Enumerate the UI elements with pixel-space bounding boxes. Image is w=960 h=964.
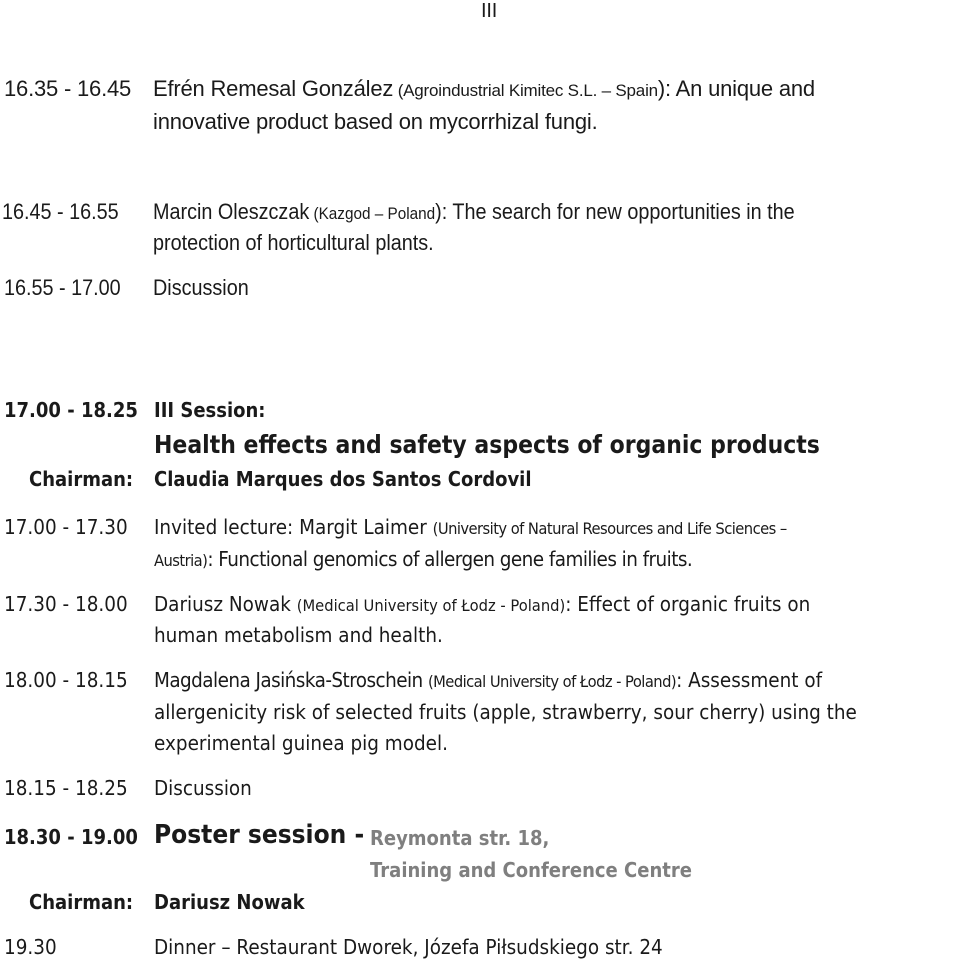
location-line-2: Training and Conference Centre — [370, 858, 692, 882]
affiliation-open: ( — [309, 204, 319, 223]
talk-line-2 — [154, 547, 692, 571]
speaker-name: Efrén Remesal González — [153, 76, 394, 101]
time-slot: 18.15 - 18.25 — [4, 776, 128, 800]
affiliation-close: ): — [435, 199, 453, 224]
talk-title-line-2: allergenicity risk of selected fruits (apple, strawberry, sour cherry) using the — [154, 700, 857, 724]
affiliation: (Medical University of Łodz - Poland) — [427, 672, 677, 691]
time-slot: 16.55 - 17.00 — [4, 275, 121, 300]
time-slot: 18.00 - 18.15 — [4, 668, 128, 692]
time-slot: 18.30 - 19.00 — [4, 825, 138, 849]
page-number: III — [481, 0, 498, 22]
talk-title-line-3: experimental guinea pig model. — [154, 731, 448, 755]
affiliation: Agroindustrial Kimitec S.L. – Spain — [403, 81, 658, 100]
location-line-1: Reymonta str. 18, — [370, 826, 550, 850]
affiliation-open: ( — [393, 81, 404, 100]
talk-title-line-2: innovative product based on mycorrhizal fungi. — [153, 109, 598, 134]
talk-line-1 — [154, 592, 810, 616]
speaker-name: Dariusz Nowak — [154, 592, 297, 616]
speaker-name: Magdalena Jasińska-Stroschein — [154, 668, 428, 692]
session-label: III Session: — [154, 398, 266, 422]
time-slot: 17.00 - 18.25 — [4, 398, 138, 422]
dinner-label: Dinner – Restaurant Dworek, Józefa Piłsudskiego str. 24 — [154, 935, 663, 959]
talk-title-line-2: human metabolism and health. — [154, 623, 443, 647]
lecture-intro: Invited lecture: Margit Laimer — [154, 515, 433, 539]
talk-title: : Assessment of — [676, 668, 823, 692]
talk-line-1 — [154, 668, 822, 692]
affiliation: (Medical University of Łodz - Poland) — [296, 596, 566, 615]
time-slot: 16.45 - 16.55 — [2, 199, 119, 224]
affiliation: (University of Natural Resources and Life Sciences – — [432, 519, 787, 538]
talk-title-line-2: protection of horticultural plants. — [153, 230, 434, 255]
talk-line-1 — [153, 76, 815, 102]
discussion-label: Discussion — [154, 776, 252, 800]
time-slot: 17.00 - 17.30 — [4, 515, 128, 539]
affiliation: Kazgod – Poland — [318, 204, 436, 223]
time-slot: 16.35 - 16.45 — [4, 76, 132, 101]
poster-session-label: Poster session - — [154, 820, 365, 850]
time-slot: 19.30 — [4, 935, 57, 959]
chairman-name: Claudia Marques dos Santos Cordovil — [154, 467, 532, 491]
affiliation-close: ): — [657, 76, 676, 101]
speaker-name: Marcin Oleszczak — [153, 199, 310, 224]
discussion-label: Discussion — [153, 275, 249, 300]
talk-title: : Effect of organic fruits on — [565, 592, 811, 616]
talk-title: : Functional genomics of allergen gene families in fruits. — [207, 547, 693, 571]
talk-line-1 — [153, 199, 795, 225]
chairman-name: Dariusz Nowak — [154, 890, 305, 914]
chairman-label: Chairman: — [29, 467, 134, 491]
chairman-label: Chairman: — [29, 890, 134, 914]
talk-line-1 — [154, 515, 787, 539]
affiliation-country: Austria) — [154, 551, 208, 570]
time-slot: 17.30 - 18.00 — [4, 592, 128, 616]
talk-title: An unique and — [675, 76, 815, 101]
session-title: Health effects and safety aspects of organic products — [154, 430, 820, 459]
talk-title: The search for new opportunities in the — [452, 199, 795, 224]
